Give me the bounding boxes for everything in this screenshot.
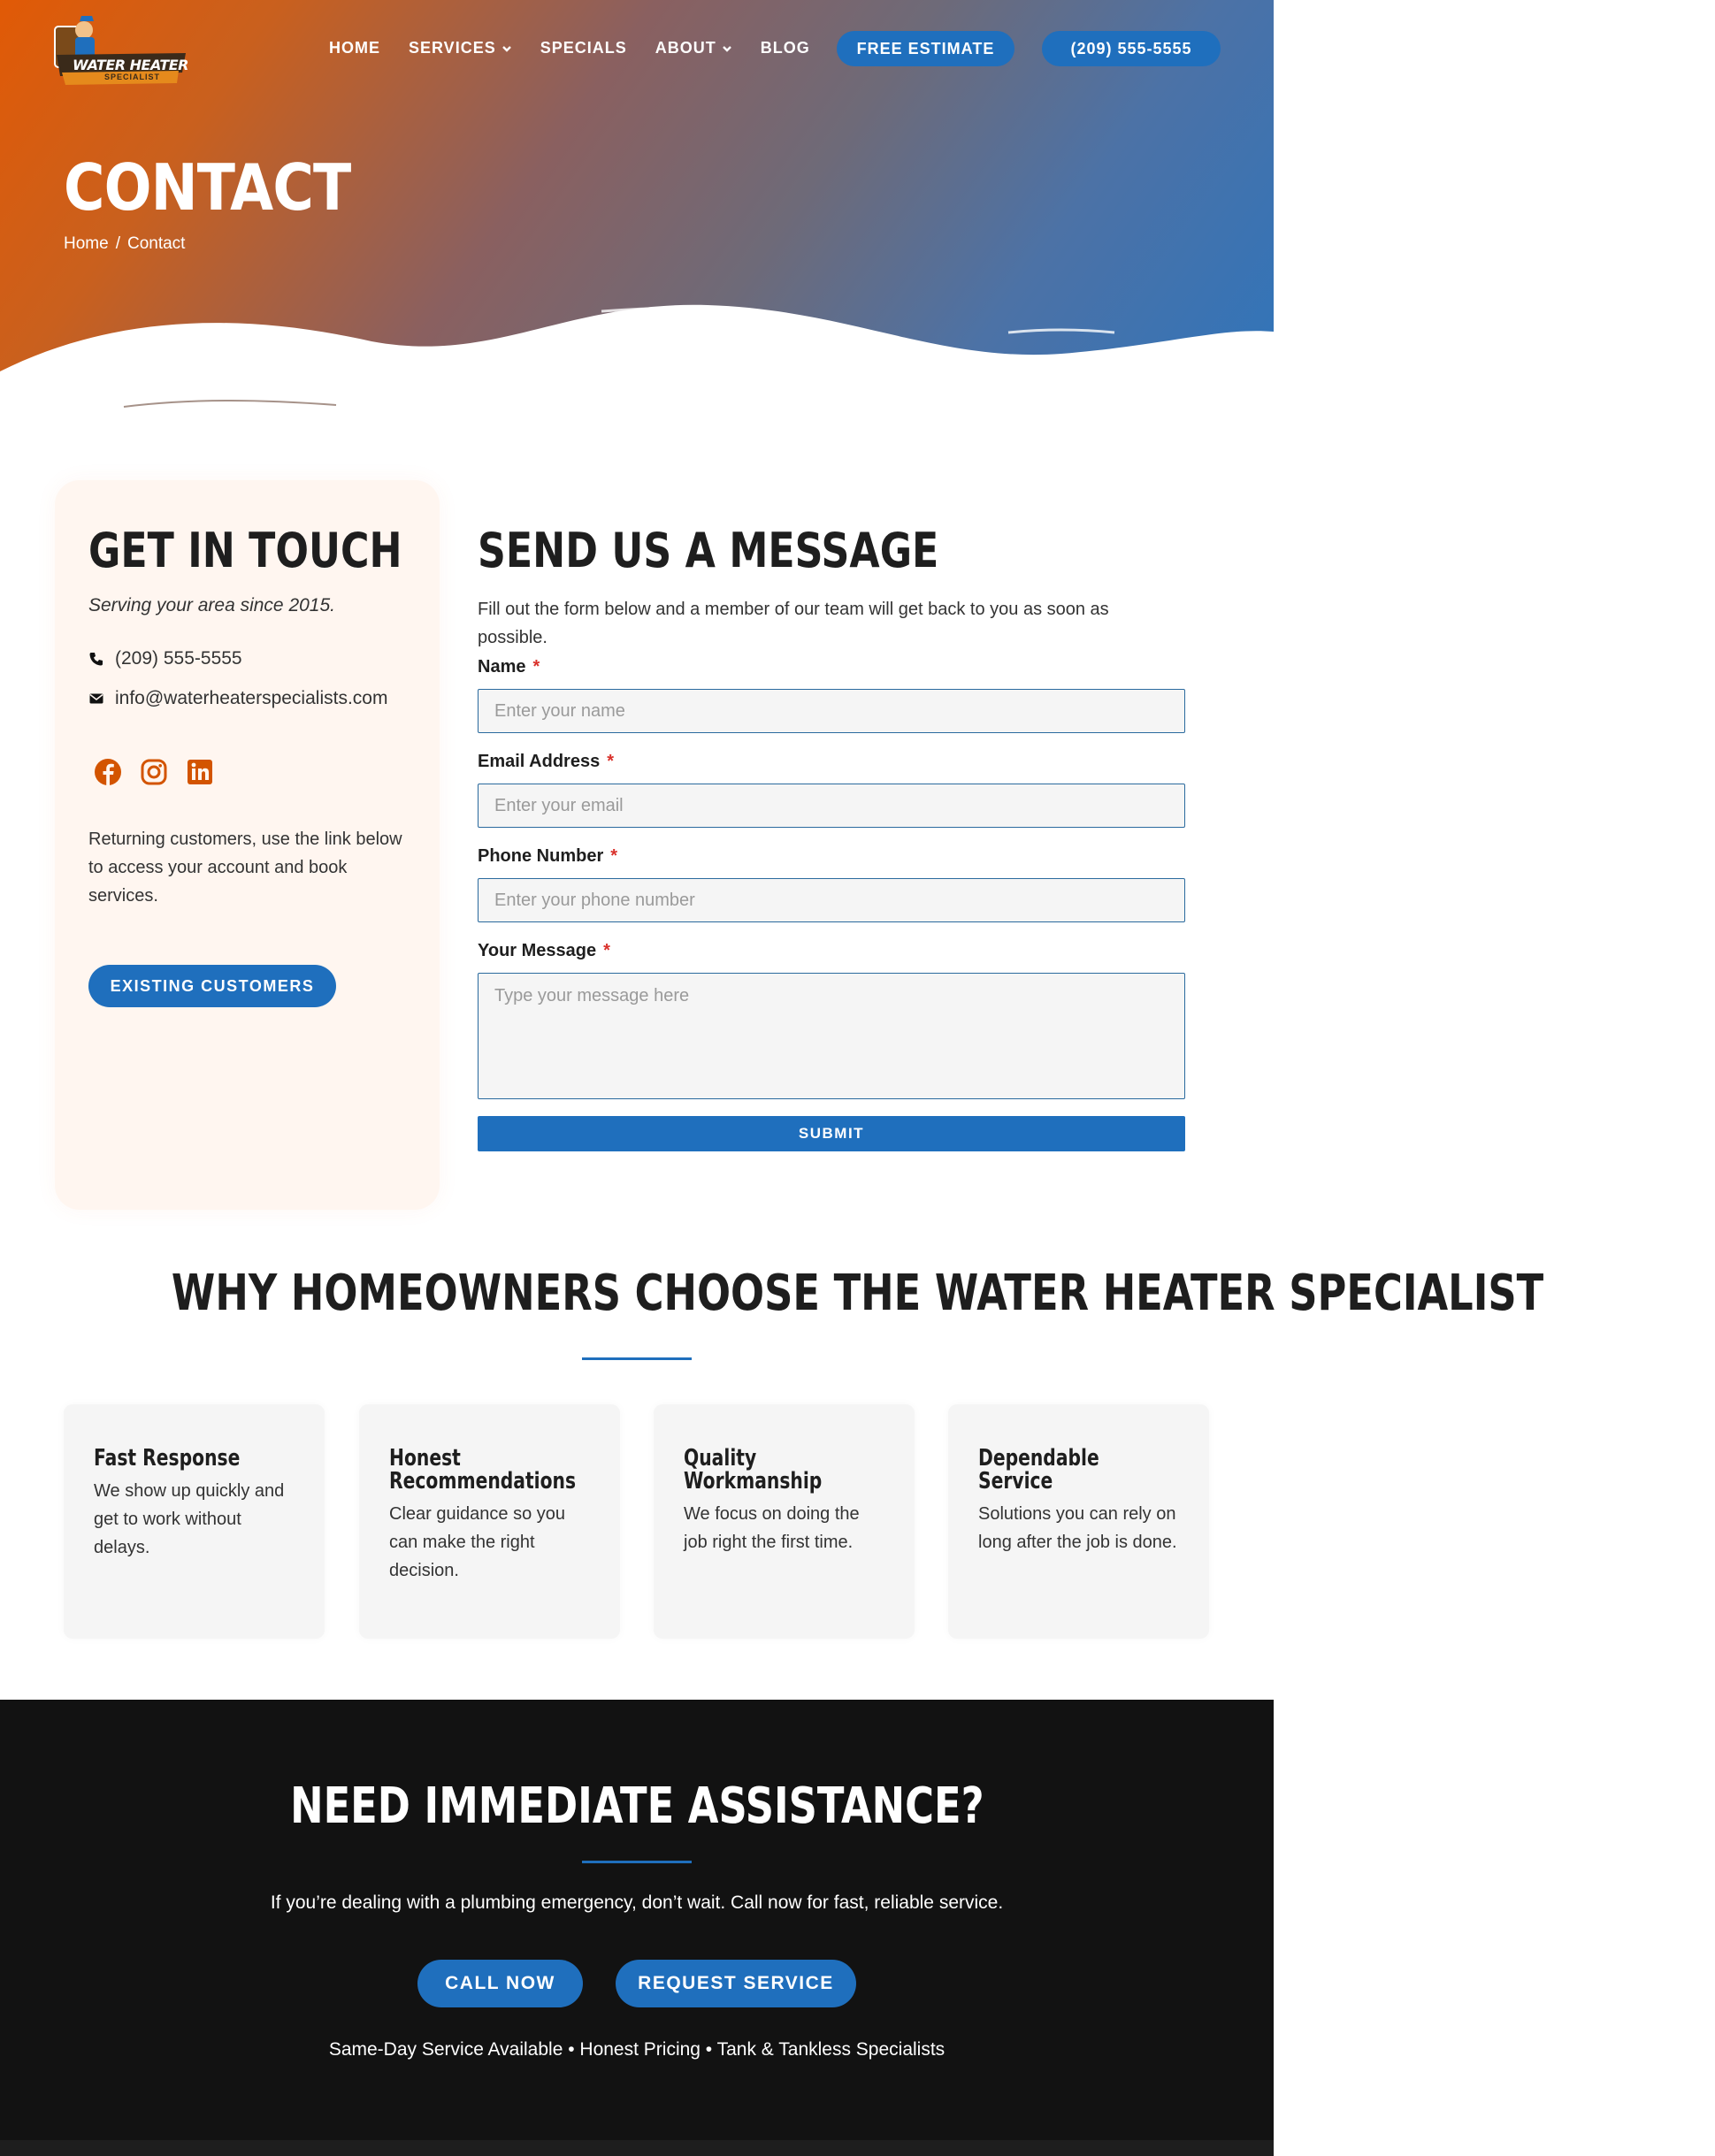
send-message-title: SEND US A MESSAGE	[478, 523, 939, 578]
feature-text: Solutions you can rely on long after the job is done.	[978, 1504, 1177, 1552]
name-label-text: Name	[478, 657, 526, 677]
feature-title: Quality Workmanship	[684, 1445, 823, 1495]
contact-section	[0, 416, 1274, 1220]
request-service-button[interactable]: REQUEST SERVICE	[616, 1960, 856, 2007]
nav-item-label: BLOG	[760, 39, 810, 57]
social-links	[94, 758, 214, 786]
breadcrumb-home[interactable]: Home	[64, 234, 109, 253]
why-choose-section	[0, 1220, 1544, 1700]
logo-text-line2: SPECIALIST	[104, 73, 161, 81]
contact-phone-text: (209) 555-5555	[115, 648, 242, 669]
nav-item-services[interactable]	[409, 39, 512, 57]
service-highlights: Same-Day Service Available • Honest Pricing • Tank & Tankless Specialists	[328, 2039, 946, 2060]
get-in-touch-card	[55, 480, 440, 1210]
nav-item-label: ABOUT	[655, 39, 716, 57]
emergency-cta-section	[0, 1700, 1274, 2140]
envelope-icon	[88, 691, 104, 707]
form-intro: Fill out the form below and a member of our team will get back to you as soon as possible.	[478, 600, 1109, 647]
why-title	[0, 1265, 1544, 1322]
page-title: CONTACT	[64, 150, 351, 225]
phone-placeholder: Enter your phone number	[494, 890, 695, 910]
feature-card	[654, 1404, 915, 1639]
phone-label	[478, 846, 617, 867]
title-underline	[582, 1861, 692, 1863]
email-label	[478, 752, 614, 772]
nav-item-specials[interactable]	[540, 39, 627, 57]
breadcrumb	[64, 234, 185, 254]
message-textarea[interactable]	[478, 973, 1185, 1099]
name-field[interactable]	[478, 689, 1185, 733]
call-now-button[interactable]: CALL NOW	[417, 1960, 583, 2007]
logo[interactable]	[53, 11, 195, 92]
phone-button[interactable]: (209) 555-5555	[1042, 31, 1221, 66]
breadcrumb-separator: /	[115, 234, 120, 253]
feature-card	[948, 1404, 1209, 1639]
instagram-icon[interactable]	[140, 758, 168, 786]
hero-banner	[0, 0, 1274, 416]
email-field[interactable]	[478, 784, 1185, 828]
nav-item-label: HOME	[329, 39, 380, 57]
phone-field[interactable]	[478, 878, 1185, 922]
name-placeholder: Enter your name	[494, 700, 625, 721]
returning-customers-text: Returning customers, use the link below to access your account and book services.	[88, 830, 402, 906]
feature-text: We show up quickly and get to work without delays.	[94, 1481, 285, 1557]
feature-card	[64, 1404, 325, 1639]
feature-title: Honest Recommendations	[389, 1445, 577, 1495]
message-placeholder: Type your message here	[494, 986, 690, 1005]
free-estimate-button[interactable]: FREE ESTIMATE	[837, 31, 1014, 66]
phone-label-text: Phone Number	[478, 846, 604, 866]
nav-item-about[interactable]	[655, 39, 732, 57]
main-nav	[0, 0, 1274, 102]
required-mark: *	[607, 752, 614, 771]
message-label-text: Your Message	[478, 941, 597, 960]
nav-item-label: SERVICES	[409, 39, 496, 57]
feature-text: Clear guidance so you can make the right decision.	[389, 1504, 566, 1580]
name-label	[478, 657, 540, 677]
breadcrumb-current: Contact	[126, 234, 186, 253]
cta-text: If you’re dealing with a plumbing emergency, don’t wait. Call now for fast, reliable service.	[270, 1892, 1004, 1913]
feature-title: Dependable Service	[978, 1445, 1099, 1495]
cta-title-text: NEED IMMEDIATE ASSISTANCE?	[289, 1778, 984, 1835]
feature-card	[359, 1404, 620, 1639]
cta-title	[0, 1778, 1274, 1835]
feature-text: We focus on doing the job right the first time.	[684, 1504, 860, 1552]
nav-item-home[interactable]	[329, 39, 380, 57]
nav-item-label: SPECIALS	[540, 39, 627, 57]
required-mark: *	[532, 657, 540, 677]
why-title-text: WHY HOMEOWNERS CHOOSE THE WATER HEATER SPECIALIST	[171, 1265, 1544, 1322]
feature-title: Fast Response	[94, 1445, 241, 1472]
hero-wave-divider	[0, 265, 1274, 416]
chevron-down-icon	[722, 43, 732, 54]
phone-icon	[88, 651, 104, 667]
title-underline	[582, 1357, 692, 1360]
chevron-down-icon	[501, 43, 512, 54]
submit-button[interactable]: SUBMIT	[478, 1116, 1185, 1151]
get-in-touch-title: GET IN TOUCH	[88, 523, 402, 578]
email-label-text: Email Address	[478, 752, 601, 771]
existing-customers-button[interactable]: EXISTING CUSTOMERS	[88, 965, 336, 1007]
linkedin-icon[interactable]	[186, 758, 214, 786]
tagline: Serving your area since 2015.	[88, 595, 335, 615]
email-placeholder: Enter your email	[494, 795, 624, 815]
contact-phone[interactable]	[88, 648, 242, 669]
contact-email-text: info@waterheaterspecialists.com	[115, 688, 388, 708]
nav-item-blog[interactable]	[761, 39, 810, 57]
contact-email[interactable]	[88, 688, 387, 709]
required-mark: *	[603, 941, 610, 960]
message-label	[478, 941, 610, 961]
footer-strip	[0, 2140, 1274, 2156]
facebook-icon[interactable]	[94, 758, 122, 786]
required-mark: *	[610, 846, 618, 866]
nav-links	[329, 39, 838, 57]
logo-text-line1: WATER HEATER	[73, 57, 188, 73]
